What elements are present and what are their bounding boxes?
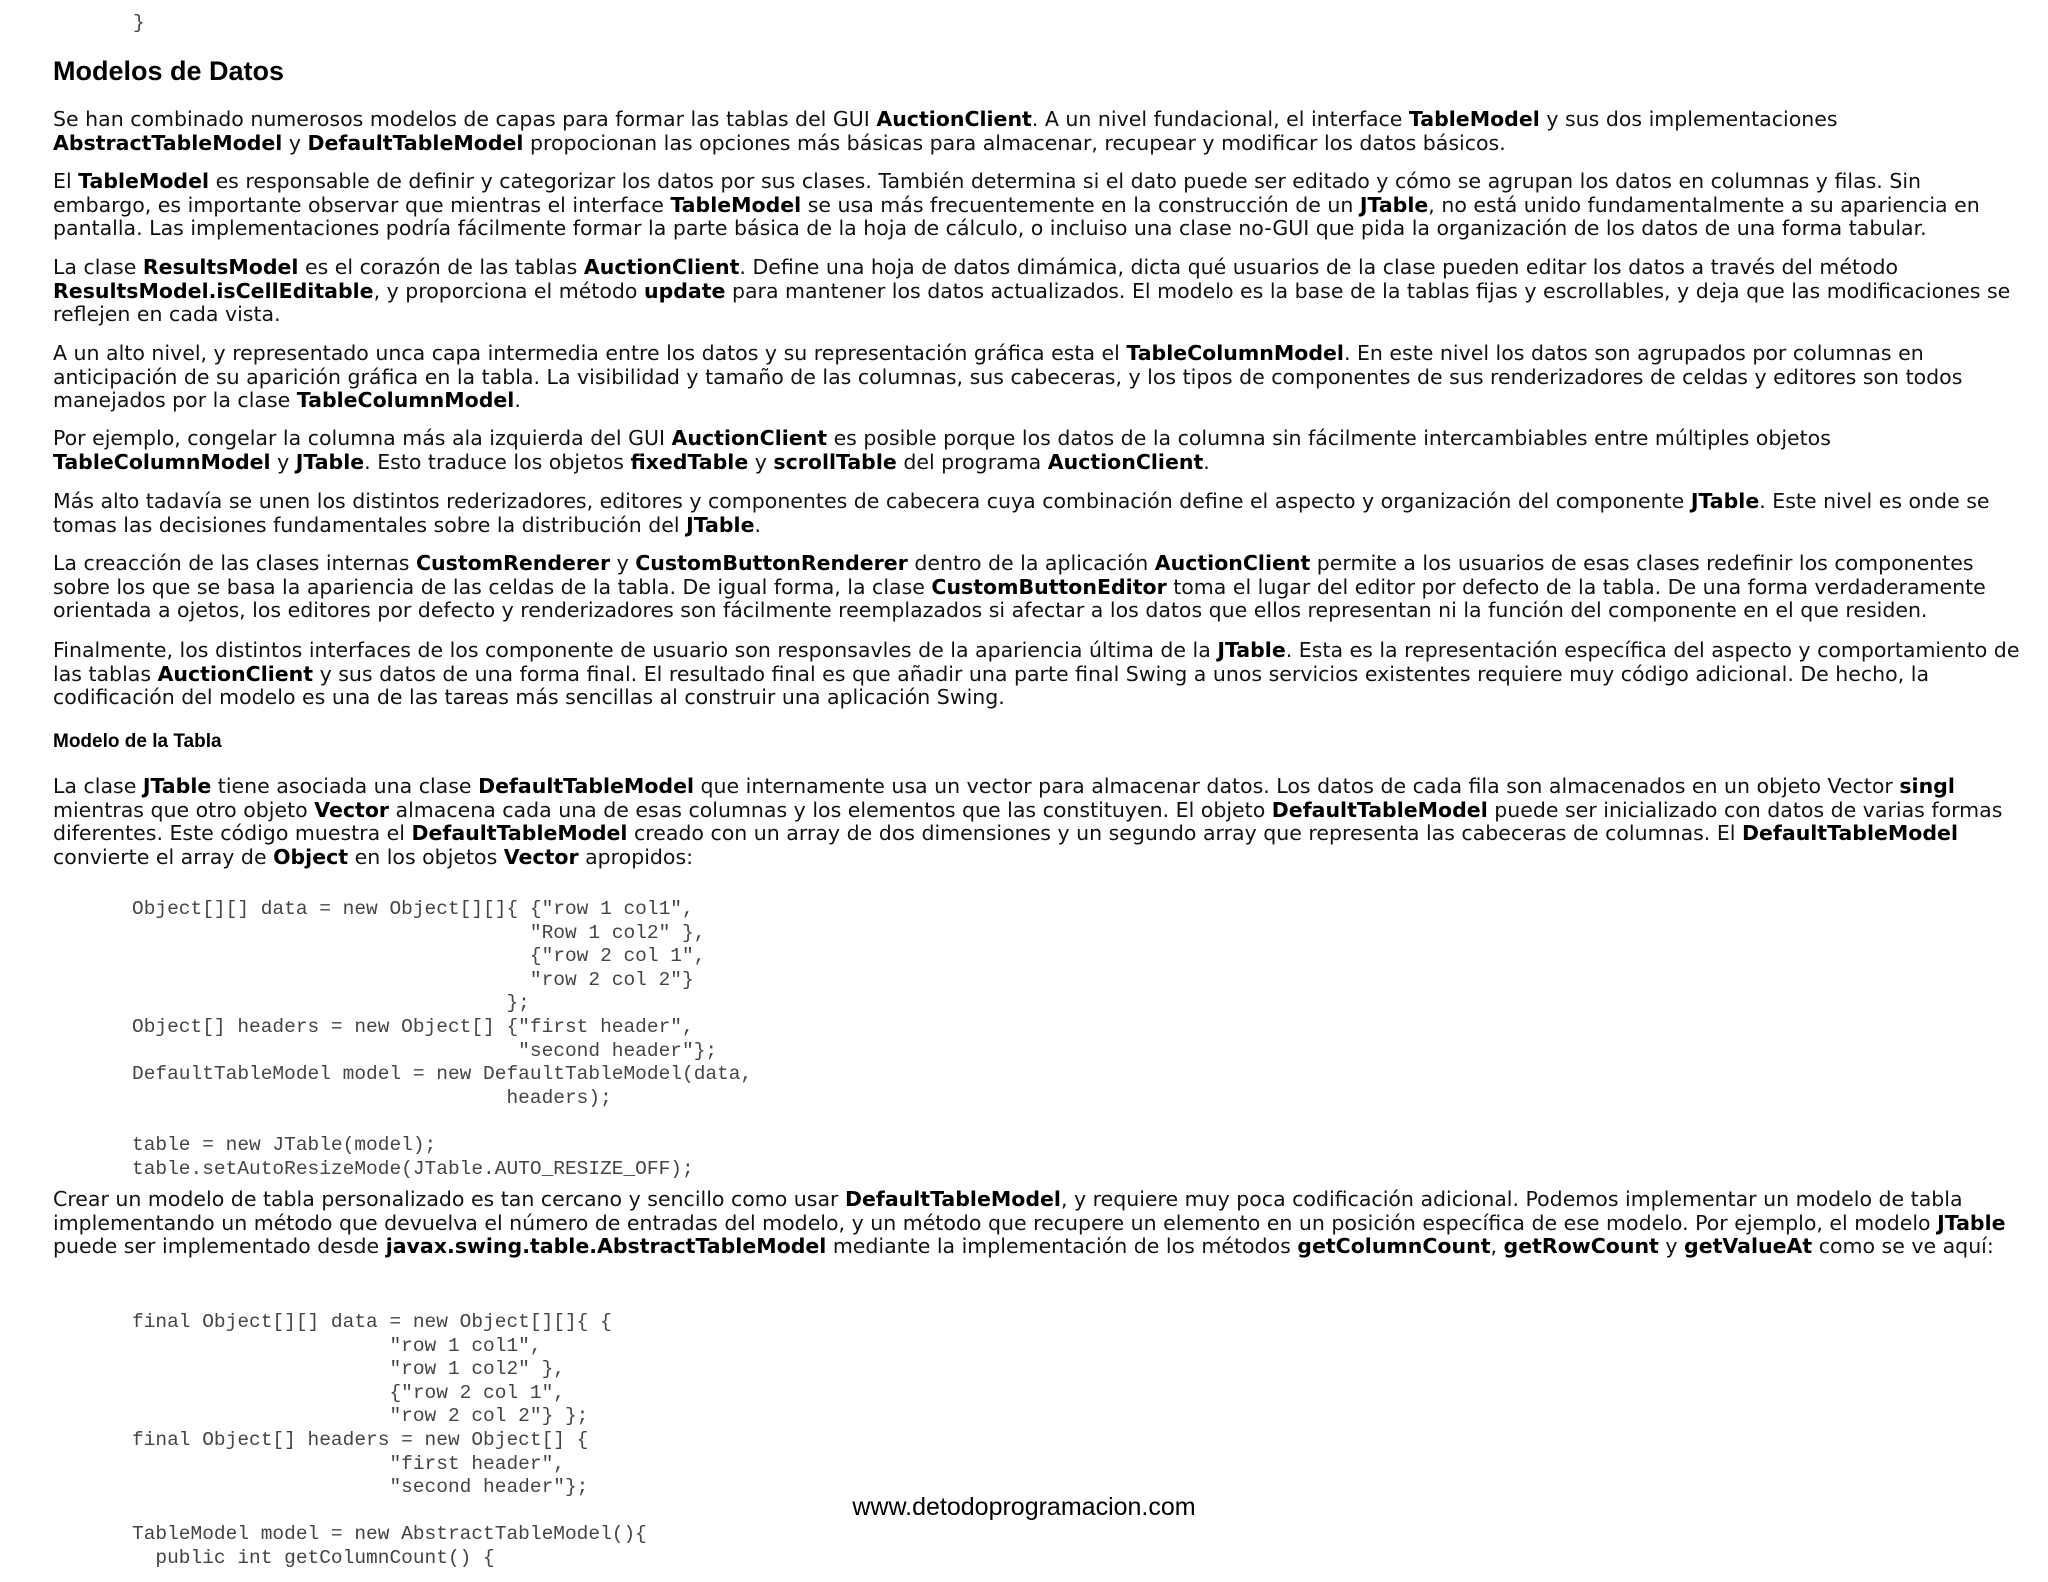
text-run: La clase	[53, 774, 143, 798]
bold-term: Object	[273, 844, 349, 869]
text-run: propocionan las opciones más básicas para almacenar, recupear y modificar los datos básicos.	[523, 130, 1506, 155]
bold-term: CustomButtonEditor	[931, 574, 1167, 599]
text-run: puede ser implementado desde	[53, 1234, 386, 1258]
text-run: convierte el array de	[53, 844, 274, 869]
paragraph-5	[53, 427, 2023, 474]
bold-term: JTable	[295, 449, 365, 474]
bold-term: TableModel	[1408, 107, 1540, 131]
bold-term: TableColumnModel	[1126, 341, 1344, 365]
bold-term: getRowCount	[1503, 1234, 1659, 1258]
bold-term: DefaultTableModel	[844, 1187, 1061, 1211]
text-run: almacena cada una de esas columnas y los elementos que las constituyen. El objeto	[389, 797, 1272, 822]
bold-term: TableColumnModel	[296, 388, 515, 412]
text-run: . A un nivel fundacional, el interface	[1031, 107, 1409, 131]
text-run: y sus dos implementaciones	[1539, 107, 1838, 131]
text-run: La clase	[53, 255, 143, 279]
text-run: tiene asociada una clase	[211, 774, 479, 798]
bold-term: JTable	[1359, 192, 1429, 217]
text-run: para mantener los datos actualizados. El modelo es la base de la tablas fijas y escrollables, y deja que las modificaciones se reflejen en cada vista.	[53, 278, 2011, 326]
paragraph-4	[53, 342, 2023, 413]
paragraph-2	[53, 170, 2023, 241]
bold-term: DefaultTableModel	[1742, 821, 1958, 845]
text-run: .	[514, 388, 521, 412]
bold-term: DefaultTableModel	[411, 821, 628, 845]
bold-term: DefaultTableModel	[307, 130, 524, 155]
text-run: se usa más frecuentemente en la construcción de un	[801, 192, 1360, 217]
bold-term: AuctionClient	[1047, 449, 1204, 474]
text-run: permite a los usuarios de esas clases redefinir los componentes sobre los que se basa la apariencia de las celdas de la tabla. De igual forma, la clase	[53, 551, 1974, 599]
bold-term: AuctionClient	[671, 426, 828, 450]
text-run: Por ejemplo, congelar la columna más ala izquierda del GUI	[53, 426, 672, 450]
text-run: y	[610, 551, 636, 575]
text-run: creado con un array de dos dimensiones y un segundo array que representa las cabeceras de columnas. El	[627, 821, 1743, 845]
text-run: Se han combinado numerosos modelos de capas para formar las tablas del GUI	[53, 107, 877, 131]
bold-term: singl	[1899, 774, 1955, 798]
bold-term: DefaultTableModel	[1271, 797, 1488, 822]
bold-term: CustomButtonRenderer	[635, 551, 908, 575]
text-run: ,	[1490, 1234, 1504, 1258]
bold-term: AuctionClient	[1154, 551, 1311, 575]
text-run: como se ve aquí:	[1812, 1234, 1994, 1258]
bold-term: javax.swing.table.AbstractTableModel	[385, 1234, 827, 1258]
bold-term: TableColumnModel	[53, 449, 271, 474]
text-run: A un alto nivel, y representado unca capa intermedia entre los datos y su representación gráfica esta el	[53, 341, 1127, 365]
bold-term: AuctionClient	[876, 107, 1032, 131]
text-run: , y proporciona el método	[373, 278, 644, 303]
text-run: . Esto traduce los objetos	[364, 449, 631, 474]
bold-term: fixedTable	[630, 449, 749, 474]
text-run: que internamente usa un vector para almacenar datos. Los datos de cada fila son almacenados en un objeto Vector	[694, 774, 1900, 798]
bold-term: update	[643, 278, 726, 303]
bold-term: AuctionClient	[583, 255, 740, 279]
text-run: . Esta es la representación específica del aspecto y comportamiento de las tablas	[53, 638, 2020, 686]
footer-watermark-url: www.detodoprogramacion.com	[852, 1493, 1196, 1521]
bold-term: JTable	[1690, 489, 1760, 513]
code-fragment-top: }	[133, 12, 145, 34]
text-run: toma el lugar del editor por defecto de la tabla. De una forma verdaderamente orientada a ojetos, los editores por defecto y renderizadores son fácilmente reemplazados si afectar a los datos que ellos representan ni la función del componente en el que residen.	[53, 574, 1986, 622]
bold-term: AuctionClient	[157, 661, 314, 686]
text-run: El	[53, 169, 79, 193]
text-run: Finalmente, los distintos interfaces de los componente de usuario son responsavles de la apariencia última de la	[53, 638, 1218, 662]
paragraph-8	[53, 639, 2023, 710]
text-run: . Este nivel es onde se tomas las decisiones fundamentales sobre la distribución del	[53, 489, 1990, 537]
text-run: apropidos:	[578, 844, 694, 869]
text-run: . Define una hoja de datos dimámica, dicta qué usuarios de la clase pueden editar los datos a través del método	[739, 255, 1899, 279]
bold-term: Vector	[314, 797, 390, 822]
text-run: Más alto tadavía se unen los distintos rederizadores, editores y componentes de cabecera cuya combinación define el aspecto y organización del componente	[53, 489, 1691, 513]
text-run: y sus datos de una forma final. El resultado final es que añadir una parte final Swing a unos servicios existentes requiere muy código adicional. De hecho, la codificación del modelo es una de las tareas más sencillas al construir una aplicación Swing.	[53, 661, 1930, 709]
subsection-title: Modelo de la Tabla	[53, 731, 222, 752]
paragraph-1	[53, 108, 2023, 155]
text-run: y	[270, 449, 296, 474]
text-run: es el corazón de las tablas	[298, 255, 584, 279]
text-run: La creacción de las clases internas	[53, 551, 416, 575]
text-run: .	[754, 512, 762, 537]
text-run: y	[282, 130, 308, 155]
bold-term: JTable	[142, 774, 212, 798]
section-title: Modelos de Datos	[53, 56, 285, 86]
text-run: . En este nivel los datos son agrupados por columnas en anticipación de su aparición gráfica en la tabla. La visibilidad y tamaño de las columnas, sus cabeceras, y los tipos de componentes de sus renderizadores de celdas y editores son todos manejados por la clase	[53, 341, 1963, 412]
bold-term: CustomRenderer	[415, 551, 611, 575]
text-run: y	[1658, 1234, 1685, 1258]
text-run: .	[1203, 449, 1210, 474]
bold-term: getColumnCount	[1297, 1234, 1491, 1258]
paragraph-custom-model	[53, 1188, 2023, 1259]
bold-term: ResultsModel.isCellEditable	[53, 278, 374, 303]
paragraph-7	[53, 552, 2023, 623]
text-run: es posible porque los datos de la columna sin fácilmente intercambiables entre múltiples objetos	[827, 426, 1831, 450]
text-run: en los objetos	[348, 844, 504, 869]
text-run: puede ser inicializado con datos de varias formas diferentes. Este código muestra el	[53, 797, 2003, 845]
paragraph-3	[53, 256, 2023, 327]
bold-term: AbstractTableModel	[53, 130, 283, 155]
text-run: dentro de la aplicación	[907, 551, 1155, 575]
bold-term: getValueAt	[1684, 1234, 1813, 1258]
text-run: , no está unido fundamentalmente a su apariencia en pantalla. Las implementaciones podría fácilmente formar la parte básica de la hoja de cálculo, o incluiso una clase no-GUI que pida la organización de los datos de una forma tabular.	[53, 192, 1980, 240]
paragraph-table-model	[53, 775, 2023, 869]
text-run: Crear un modelo de tabla personalizado es tan cercano y sencillo como usar	[53, 1187, 845, 1211]
code-block-default-table-model: Object[][] data = new Object[][]{ {"row 1 col1", "Row 1 col2" }, {"row 2 col 1", "row 2 col 2"} }; Object[] headers = new Object[] {"first header", "second header"}; DefaultTableModel model = new DefaultTableModel(data, headers); table = new JTable(model); table.setAutoResizeMode(JTable.AUTO_RESIZE_OFF);	[132, 898, 753, 1180]
bold-term: JTable	[1217, 638, 1286, 662]
text-run: es responsable de definir y categorizar los datos por sus clases. También determina si el dato puede ser editado y cómo se agrupan los datos en columnas y filas. Sin embargo, es importante observar que mientras el interface	[53, 169, 1922, 217]
bold-term: Vector	[503, 844, 579, 869]
text-run: mientras que otro objeto	[53, 797, 315, 822]
paragraph-6	[53, 490, 2023, 537]
bold-term: TableModel	[78, 169, 210, 193]
bold-term: DefaultTableModel	[478, 774, 695, 798]
bold-term: TableModel	[670, 192, 802, 217]
bold-term: scrollTable	[773, 449, 897, 474]
bold-term: JTable	[1937, 1210, 2006, 1235]
text-run: y	[748, 449, 774, 474]
code-block-abstract-table-model: final Object[][] data = new Object[][]{ { "row 1 col1", "row 1 col2" }, {"row 2 col 1", "row 2 col 2"} }; final Object[] headers = new Object[] { "first header", "second header"}; TableModel model = new AbstractTableModel(){ public int getColumnCount() {	[132, 1311, 647, 1569]
text-run: , y requiere muy poca codificación adicional. Podemos implementar un modelo de tabla implementando un método que devuelva el número de entradas del modelo, y un método que recupere un elemento en un posición específica de ese modelo. Por ejemplo, el modelo	[53, 1187, 1963, 1235]
bold-term: ResultsModel	[142, 255, 299, 279]
bold-term: JTable	[686, 512, 755, 537]
text-run: del programa	[896, 449, 1048, 474]
text-run: mediante la implementación de los métodos	[826, 1234, 1298, 1258]
